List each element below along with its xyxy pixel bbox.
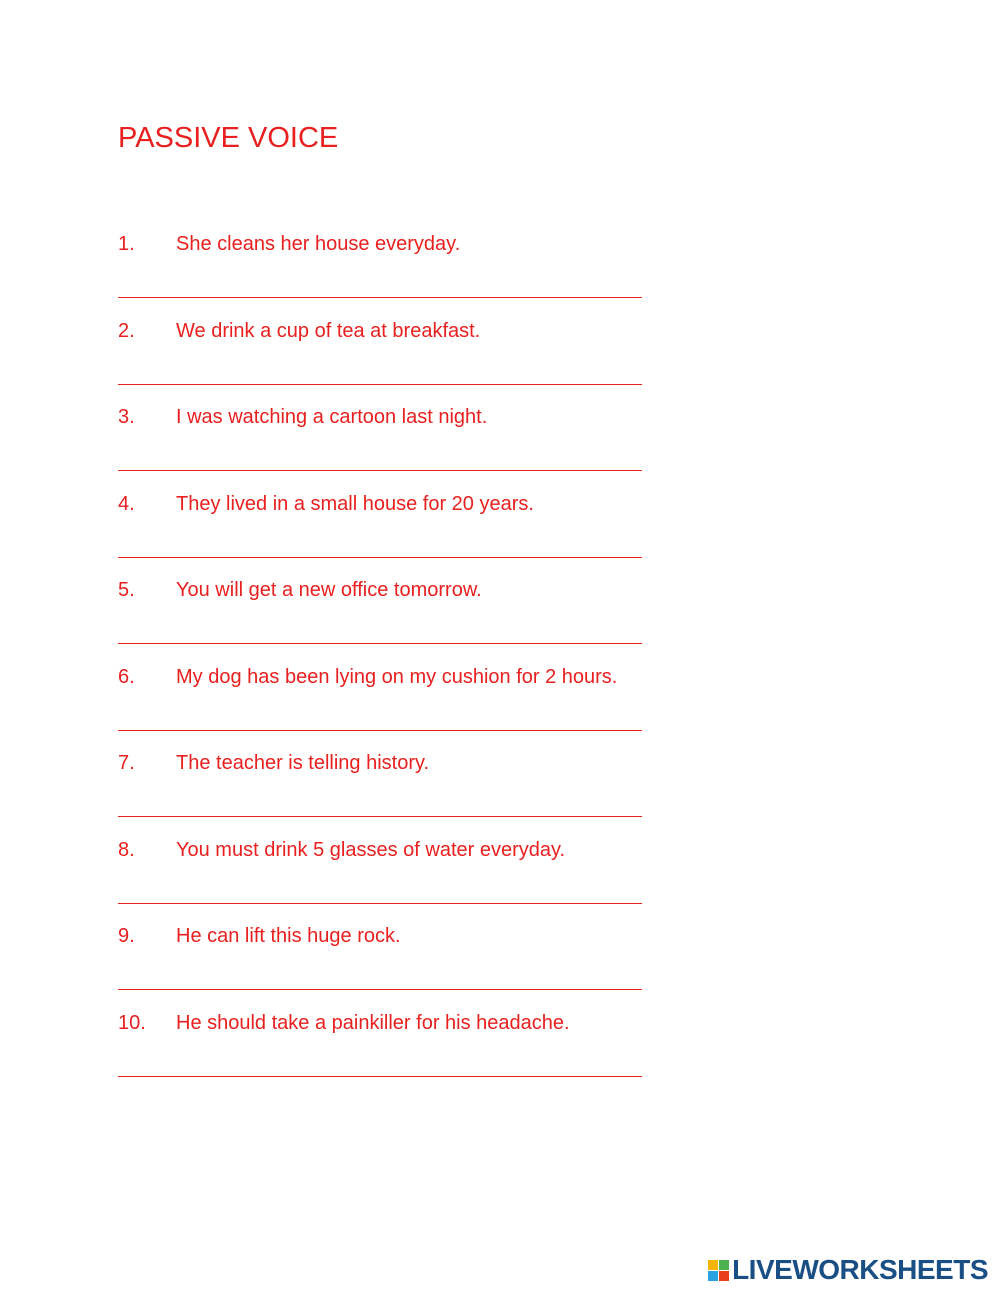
item-number: 3. [118,406,135,428]
exercise-item [118,1010,658,1097]
item-sentence: You will get a new office tomorrow. [176,579,482,601]
exercise-item [118,318,658,405]
answer-field-5[interactable] [118,617,642,644]
item-sentence: She cleans her house everyday. [176,233,461,255]
logo-square [719,1260,729,1270]
item-number: 6. [118,665,135,688]
item-number: 4. [118,492,135,515]
exercise-item [118,837,658,924]
exercise-item [118,750,658,837]
liveworksheets-logo-icon [708,1260,729,1281]
answer-field-8[interactable] [118,877,642,904]
logo-square [719,1271,729,1281]
answer-field-2[interactable] [118,358,642,385]
item-number: 1. [118,233,135,255]
item-sentence: You must drink 5 glasses of water everyday. [176,838,566,861]
logo-square [708,1260,718,1270]
answer-field-6[interactable] [118,704,642,731]
answer-field-7[interactable] [118,790,642,817]
item-sentence: They lived in a small house for 20 years. [176,492,534,515]
answer-field-4[interactable] [118,531,642,558]
item-sentence: My dog has been lying on my cushion for 2 hours. [176,665,618,688]
answer-field-10[interactable] [118,1050,642,1077]
answer-field-3[interactable] [118,444,642,471]
worksheet-title: PASSIVE VOICE [118,122,339,154]
item-sentence: The teacher is telling history. [176,752,430,774]
answer-field-1[interactable] [118,271,642,298]
item-sentence: He can lift this huge rock. [176,925,401,947]
brand-name: LIVEWORKSHEETS [732,1254,988,1285]
item-number: 10. [118,1011,146,1034]
exercise-item [118,664,658,751]
exercise-item [118,404,658,491]
answer-field-9[interactable] [118,963,642,990]
exercise-list [118,231,658,1096]
item-sentence: We drink a cup of tea at breakfast. [176,319,481,342]
exercise-item [118,923,658,1010]
item-number: 2. [118,319,135,342]
item-number: 7. [118,752,135,774]
item-sentence: He should take a painkiller for his headache. [176,1011,570,1034]
exercise-item [118,491,658,578]
item-number: 8. [118,838,135,861]
item-sentence: I was watching a cartoon last night. [176,406,488,428]
item-number: 9. [118,925,135,947]
exercise-item [118,577,658,664]
logo-square [708,1271,718,1281]
brand-footer [708,1255,988,1285]
exercise-item [118,231,658,318]
item-number: 5. [118,579,135,601]
